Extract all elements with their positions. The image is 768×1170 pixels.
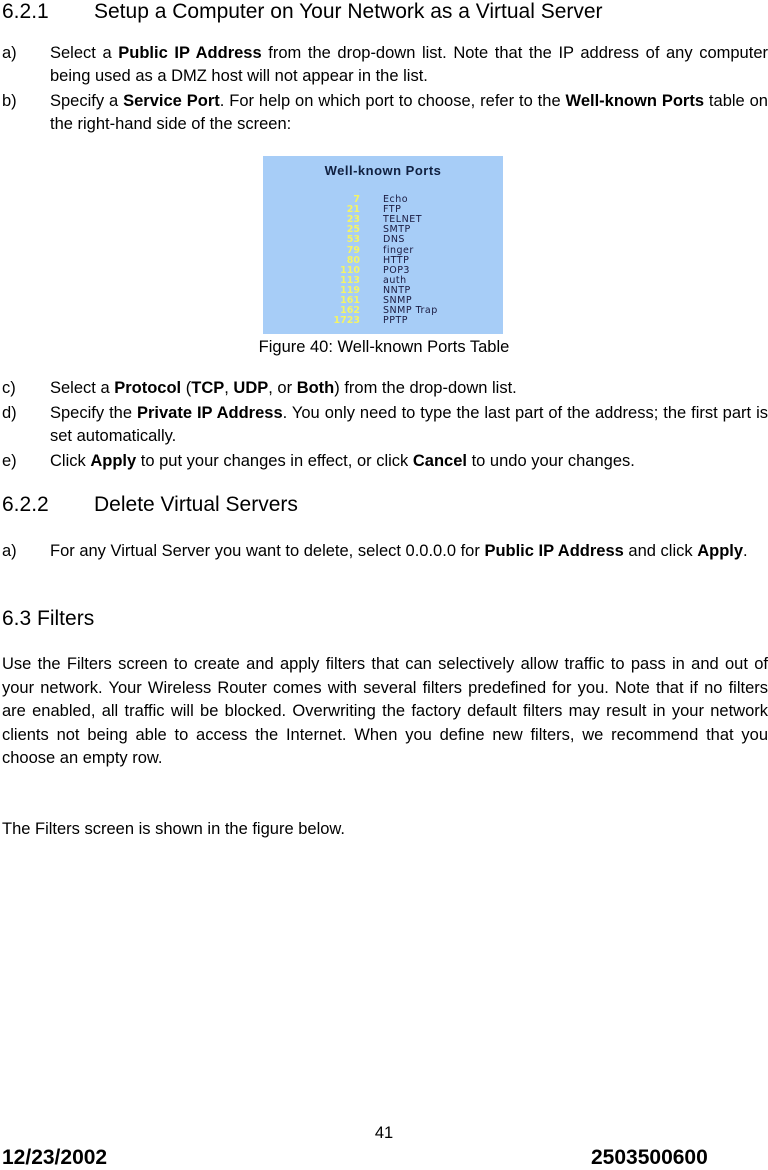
section-heading-6-2-1: 6.2.1 Setup a Computer on Your Network as a Virtual Server	[2, 0, 603, 23]
list-item-delete-a: a) For any Virtual Server you want to delete, select 0.0.0.0 for Public IP Address and click Apply.	[2, 542, 748, 560]
list-item-e: e) Click Apply to put your changes in effect, or click Cancel to undo your changes.	[2, 452, 635, 470]
footer-doc-number: 2503500600	[591, 1146, 708, 1169]
list-item-a: a) Select a Public IP Address from the drop-down list. Note that the IP address of any computer being used as a DMZ host will not appear in the list.	[2, 44, 768, 85]
port-number: 110	[340, 264, 360, 276]
port-number: 119	[340, 284, 360, 296]
list-item-b: b) Specify a Service Port. For help on which port to choose, refer to the Well-known Ports table on the right-hand side of the screen:	[2, 92, 768, 133]
page-number: 41	[374, 1124, 394, 1142]
port-number: 113	[340, 274, 360, 286]
port-number: 25	[346, 224, 360, 236]
port-service: TELNET	[383, 214, 423, 226]
port-service: auth	[383, 274, 407, 286]
filters-paragraph: Use the Filters screen to create and apply filters that can selectively allow traffic to pass in and out of your network. Your Wireless Router comes with several filters predefined for you. Note that if no filters are enabled, all traffic will be blocked. Overwriting the factory default filters may result in your network clients not being able to access the Internet. When you define new filters, we recommend that you choose an empty row.	[2, 655, 768, 767]
filters-figure-intro: The Filters screen is shown in the figure below.	[2, 820, 345, 838]
port-service: HTTP	[383, 254, 410, 266]
list-item-d: d) Specify the Private IP Address. You only need to type the last part of the address; the first part is set automatically.	[2, 404, 768, 445]
port-number: 23	[346, 214, 360, 226]
port-number: 80	[346, 254, 360, 266]
port-service: PPTP	[383, 315, 408, 327]
port-service: SNMP Trap	[383, 305, 438, 317]
port-row	[263, 235, 503, 245]
port-service: SNMP	[383, 295, 413, 306]
port-number: 7	[353, 194, 360, 205]
port-service: NNTP	[383, 284, 411, 296]
port-number: 161	[340, 295, 360, 306]
port-row	[263, 316, 503, 326]
port-service: SMTP	[383, 224, 411, 236]
port-service: POP3	[383, 264, 410, 276]
port-service: DNS	[383, 234, 405, 246]
port-service: finger	[383, 244, 414, 256]
port-service: Echo	[383, 194, 409, 205]
footer-date: 12/23/2002	[2, 1146, 108, 1169]
port-service: FTP	[383, 204, 402, 216]
port-number: 53	[346, 234, 360, 246]
figure-caption: Figure 40: Well-known Ports Table	[258, 338, 510, 356]
section-heading-6-3: 6.3 Filters	[2, 607, 95, 630]
port-number: 1723	[333, 315, 360, 327]
figure-title: Well-known Ports	[324, 163, 442, 178]
port-number: 79	[346, 244, 360, 256]
well-known-ports-figure	[263, 156, 503, 334]
list-item-c: c) Select a Protocol (TCP, UDP, or Both) from the drop-down list.	[2, 379, 517, 397]
section-heading-6-2-2: 6.2.2 Delete Virtual Servers	[2, 493, 298, 516]
port-number: 21	[346, 204, 360, 216]
port-number: 162	[340, 305, 360, 317]
port-row	[263, 246, 503, 256]
